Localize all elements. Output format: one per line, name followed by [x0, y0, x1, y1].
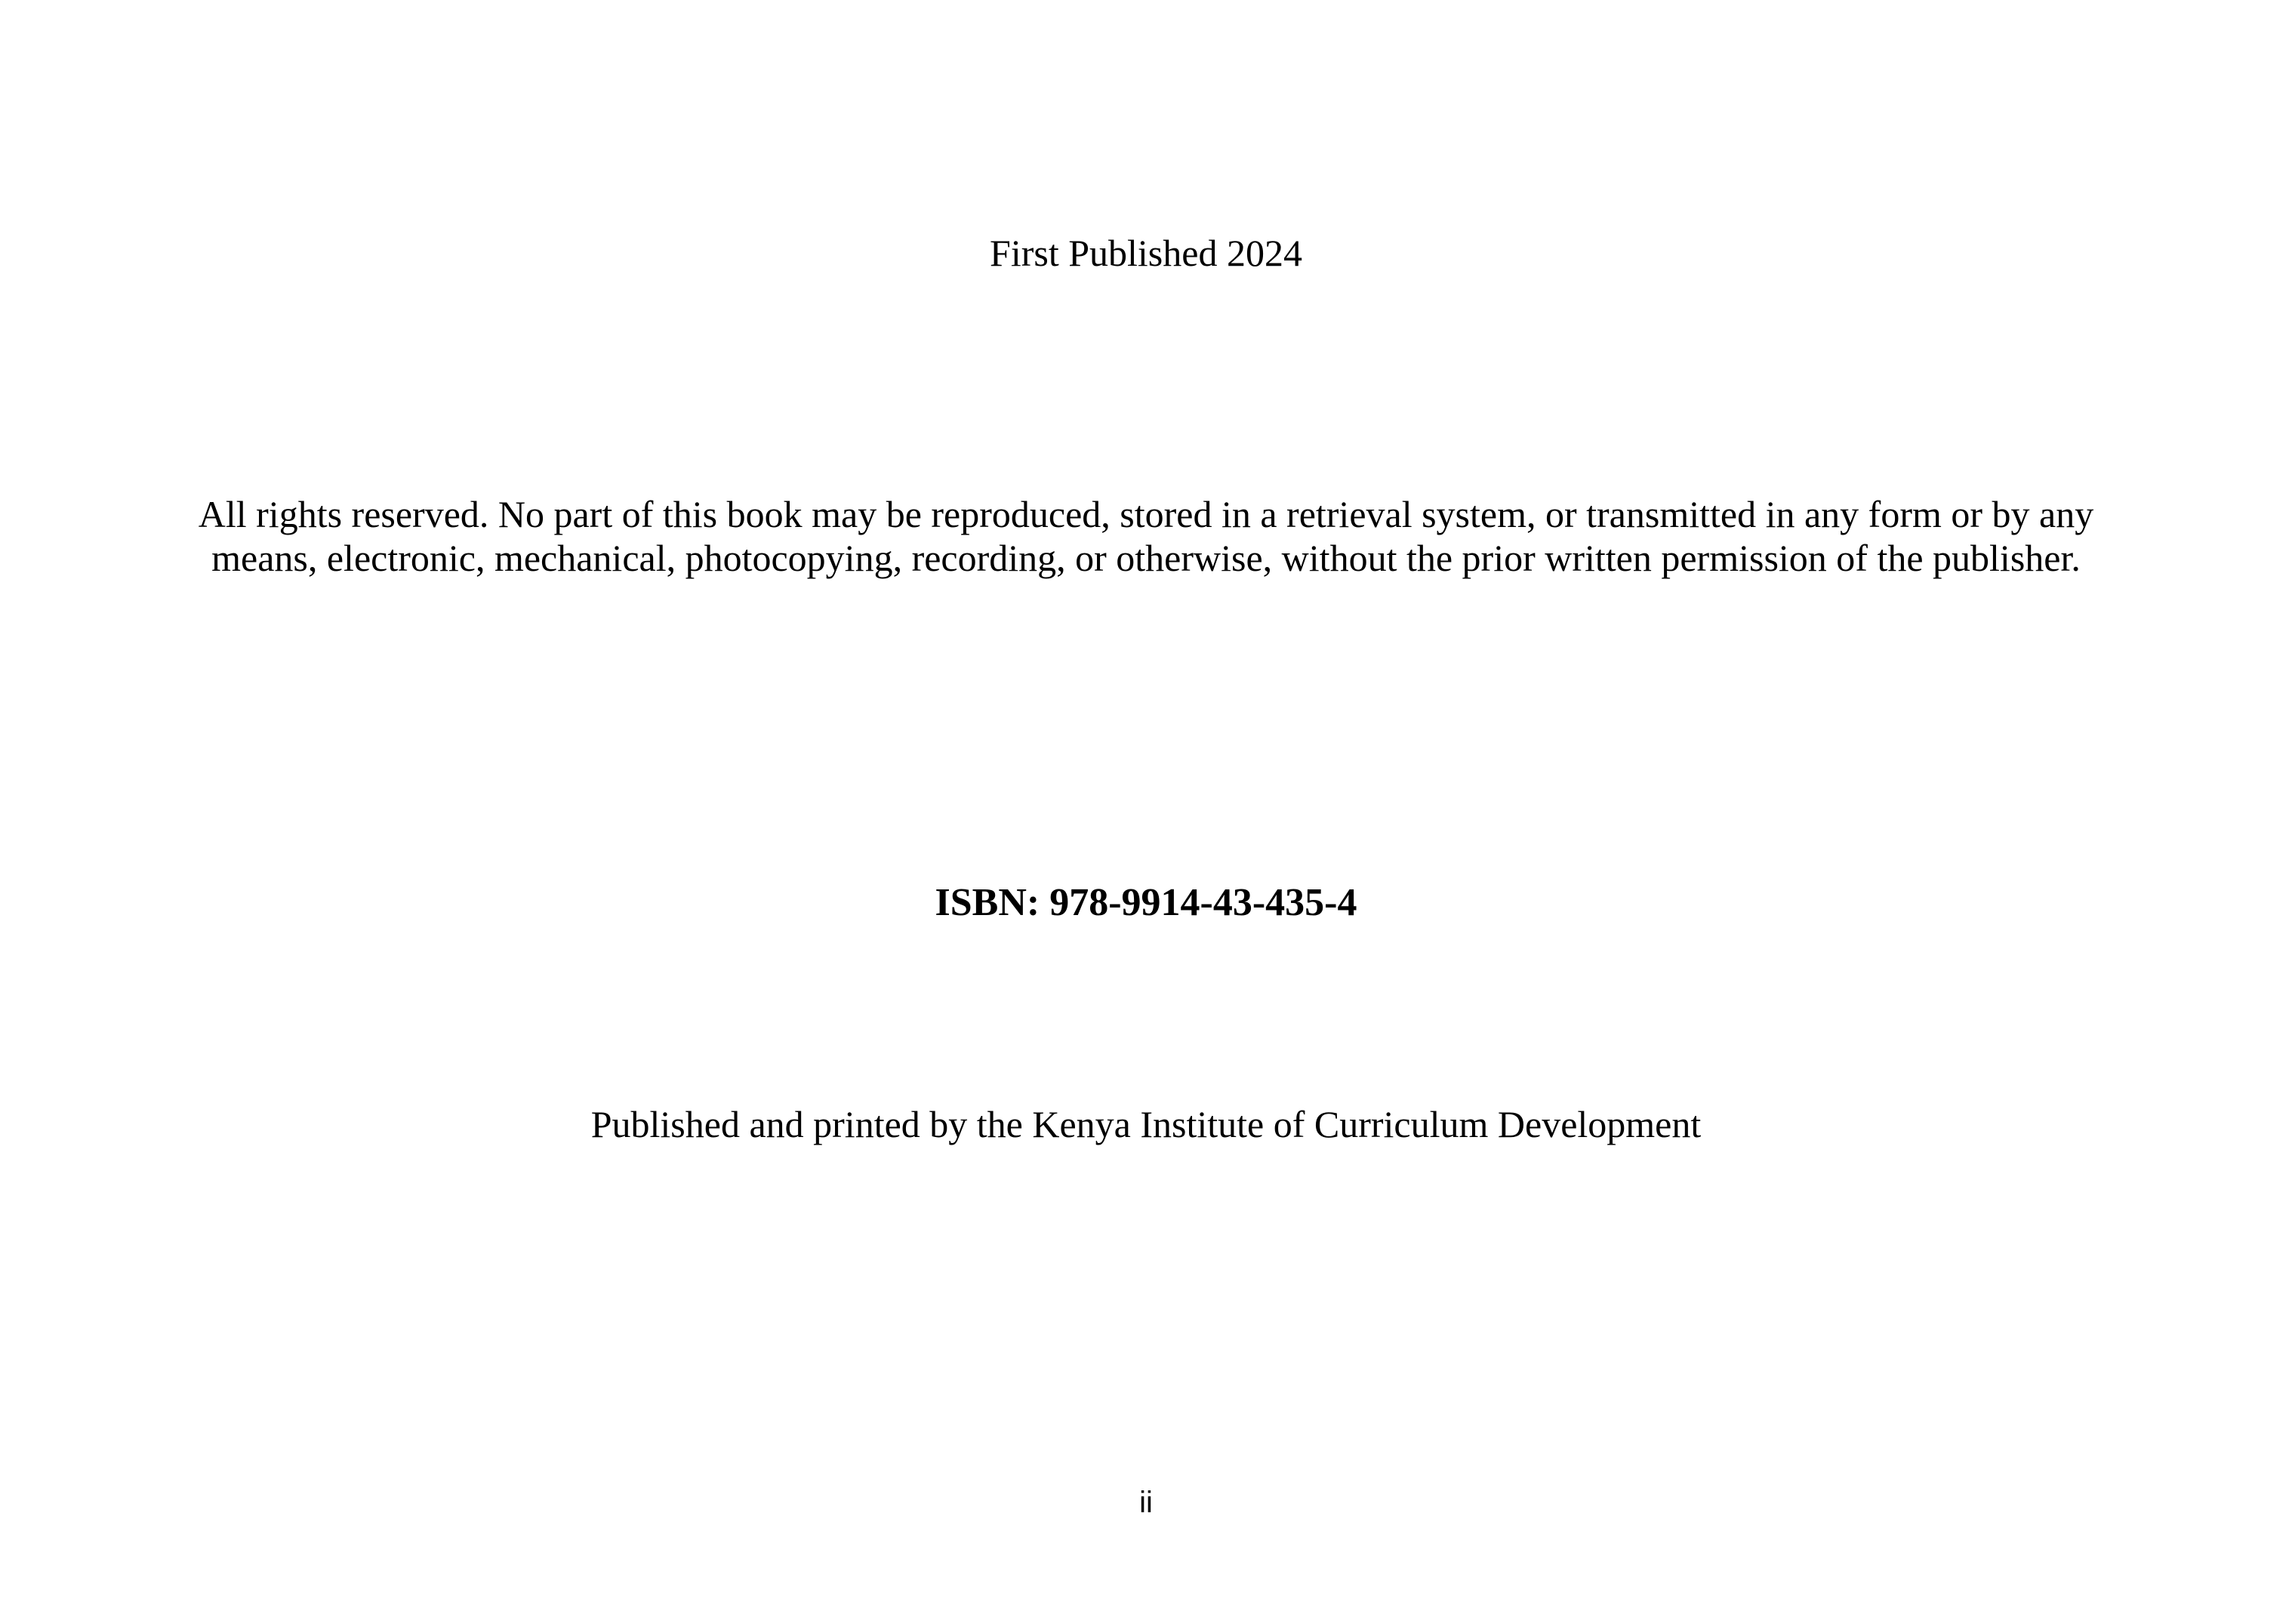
isbn-text: ISBN: 978-9914-43-435-4 — [935, 881, 1357, 924]
first-published-text: First Published 2024 — [990, 232, 1302, 274]
rights-statement-line-1: All rights reserved. No part of this book may be reproduced, stored in a retrieval system, or transmitted in any form or by any — [198, 493, 2094, 535]
rights-statement — [0, 492, 2292, 580]
rights-statement-line-2: means, electronic, mechanical, photocopying, recording, or otherwise, without the prior written permission of the publisher. — [211, 537, 2081, 579]
page-number: ii — [1139, 1486, 1153, 1519]
publisher-text: Published and printed by the Kenya Institute of Curriculum Development — [590, 1103, 1702, 1145]
